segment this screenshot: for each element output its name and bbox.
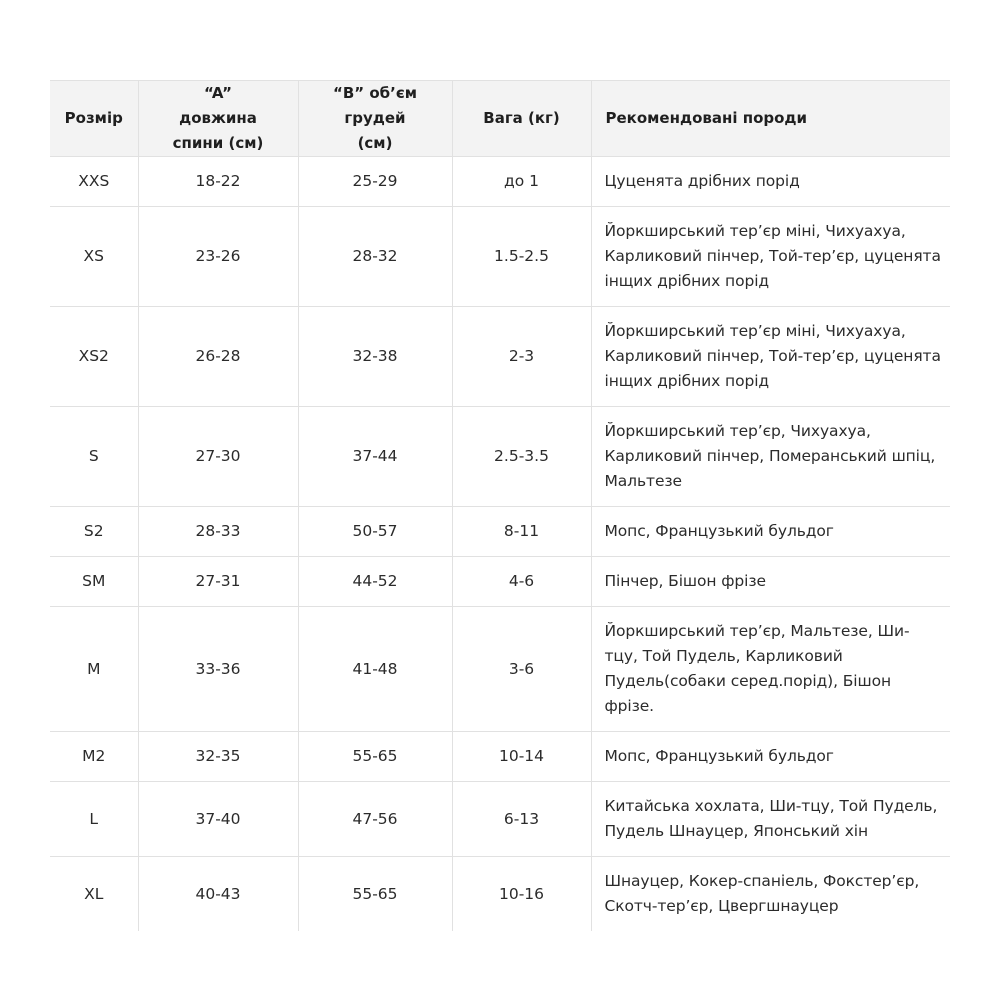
cell-back-length: 26-28: [138, 307, 298, 407]
cell-back-length: 27-30: [138, 407, 298, 507]
cell-size: M2: [50, 732, 138, 782]
cell-size: XS: [50, 207, 138, 307]
cell-breeds: Йоркширський тер’єр, Мальтезе, Ши-тцу, Той Пудель, Карликовий Пудель(собаки серед.порід), Бішон фрізе.: [591, 607, 950, 732]
header-breeds: Рекомендовані породи: [591, 81, 950, 157]
header-weight: Вага (кг): [452, 81, 591, 157]
cell-chest-girth: 55-65: [298, 857, 452, 932]
cell-breeds: Йоркширський тер’єр міні, Чихуахуа, Карликовий пінчер, Той-тер’єр, цуценята інщих дрібних порід: [591, 307, 950, 407]
cell-breeds: Цуценята дрібних порід: [591, 157, 950, 207]
table-row: [50, 557, 950, 607]
cell-chest-girth: 32-38: [298, 307, 452, 407]
cell-weight: до 1: [452, 157, 591, 207]
cell-back-length: 27-31: [138, 557, 298, 607]
cell-breeds: Йоркширський тер’єр міні, Чихуахуа, Карликовий пінчер, Той-тер’єр, цуценята інщих дрібних порід: [591, 207, 950, 307]
cell-back-length: 18-22: [138, 157, 298, 207]
cell-back-length: 33-36: [138, 607, 298, 732]
cell-size: XL: [50, 857, 138, 932]
cell-weight: 10-16: [452, 857, 591, 932]
cell-chest-girth: 41-48: [298, 607, 452, 732]
cell-size: XS2: [50, 307, 138, 407]
table-row: [50, 157, 950, 207]
table-row: [50, 607, 950, 732]
table-body: [50, 157, 950, 932]
header-back-length: “A” довжина спини (см): [138, 81, 298, 157]
cell-size: SM: [50, 557, 138, 607]
cell-breeds: Йоркширський тер’єр, Чихуахуа, Карликовий пінчер, Померанський шпіц, Мальтезе: [591, 407, 950, 507]
table-row: [50, 407, 950, 507]
cell-weight: 3-6: [452, 607, 591, 732]
table-row: [50, 307, 950, 407]
cell-back-length: 23-26: [138, 207, 298, 307]
cell-back-length: 32-35: [138, 732, 298, 782]
header-chest-girth: “B” об’єм грудей (см): [298, 81, 452, 157]
table-row: [50, 782, 950, 857]
cell-back-length: 40-43: [138, 857, 298, 932]
cell-size: L: [50, 782, 138, 857]
header-size: Розмір: [50, 81, 138, 157]
cell-breeds: Шнауцер, Кокер-спаніель, Фокстер’єр, Скотч-тер’єр, Цвергшнауцер: [604, 872, 920, 915]
cell-size: XXS: [50, 157, 138, 207]
cell-weight: 8-11: [452, 507, 591, 557]
size-chart-table: [50, 80, 950, 931]
cell-chest-girth: 44-52: [298, 557, 452, 607]
cell-back-length: 28-33: [138, 507, 298, 557]
cell-weight: 6-13: [452, 782, 591, 857]
cell-chest-girth: 28-32: [298, 207, 452, 307]
cell-chest-girth: 25-29: [298, 157, 452, 207]
cell-breeds: Китайська хохлата, Ши-тцу, Той Пудель, Пудель Шнауцер, Японський хін: [591, 782, 950, 857]
cell-weight: 2.5-3.5: [452, 407, 591, 507]
cell-chest-girth: 47-56: [298, 782, 452, 857]
cell-chest-girth: 50-57: [298, 507, 452, 557]
cell-size: S2: [50, 507, 138, 557]
cell-breeds: Пінчер, Бішон фрізе: [591, 557, 950, 607]
cell-weight: 10-14: [452, 732, 591, 782]
table-row: [50, 507, 950, 557]
table-row: [50, 857, 950, 932]
cell-weight: 2-3: [452, 307, 591, 407]
cell-size: M: [50, 607, 138, 732]
cell-weight: 4-6: [452, 557, 591, 607]
cell-size: S: [50, 407, 138, 507]
table-row: [50, 732, 950, 782]
header-row: [50, 81, 950, 157]
cell-breeds: Мопс, Французький бульдог: [591, 732, 950, 782]
cell-chest-girth: 37-44: [298, 407, 452, 507]
cell-back-length: 37-40: [138, 782, 298, 857]
cell-weight: 1.5-2.5: [452, 207, 591, 307]
table-row: [50, 207, 950, 307]
table-header: [50, 81, 950, 157]
cell-chest-girth: 55-65: [298, 732, 452, 782]
cell-breeds: Мопс, Французький бульдог: [591, 507, 950, 557]
